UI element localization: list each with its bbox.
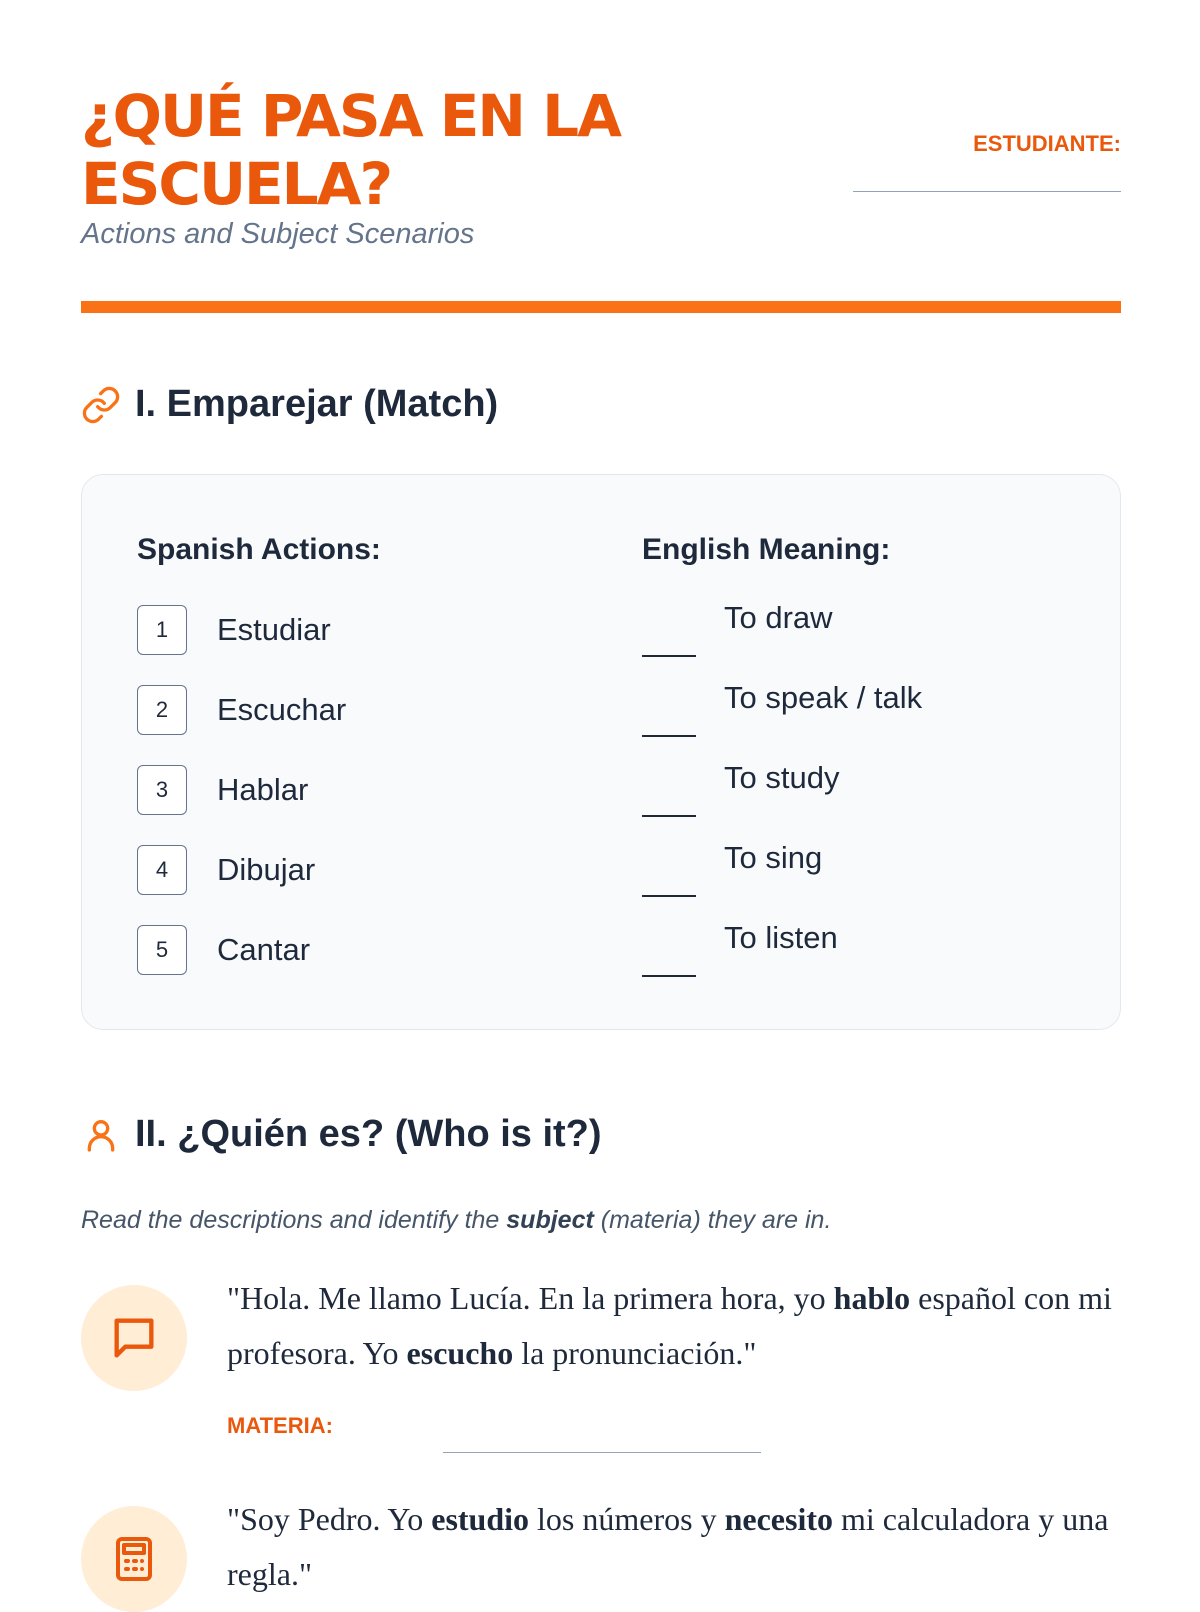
item-number: 5 — [137, 925, 187, 975]
spanish-item — [137, 683, 346, 737]
chat-bubble-icon — [108, 1312, 160, 1364]
spanish-word: Dibujar — [217, 852, 316, 887]
instructions-emphasis: subject — [506, 1206, 594, 1234]
item-number: 4 — [137, 845, 187, 895]
spanish-word: Escuchar — [217, 692, 347, 727]
spanish-item — [137, 603, 331, 657]
spanish-word: Cantar — [217, 932, 311, 967]
english-item — [642, 760, 840, 817]
spanish-word: Hablar — [217, 772, 309, 807]
materia-answer-field[interactable] — [443, 1452, 761, 1453]
student-label: ESTUDIANTE: — [973, 131, 1121, 156]
worksheet-page — [81, 0, 1121, 1592]
english-item — [642, 680, 923, 737]
spanish-item — [137, 763, 308, 817]
materia-label: MATERIA: — [227, 1413, 333, 1438]
english-meaning: To speak / talk — [724, 680, 923, 715]
english-meaning: To sing — [724, 840, 823, 875]
page-title: ¿QUÉ PASA EN LA ESCUELA? — [81, 82, 620, 218]
quote-text: "Soy Pedro. Yo — [227, 1501, 432, 1537]
quote-text: los números y — [529, 1501, 725, 1537]
english-meaning: To study — [724, 760, 840, 795]
spanish-item — [137, 923, 310, 977]
answer-blank[interactable] — [642, 923, 696, 977]
section-who-heading — [81, 1113, 602, 1156]
header-divider — [81, 301, 1121, 313]
section-instructions — [81, 1206, 831, 1235]
instructions-text: Read the descriptions and identify the — [81, 1206, 507, 1234]
quote-verb: estudio — [431, 1501, 530, 1537]
quote-text: "Hola. Me llamo Lucía. En la primera hora, yo — [227, 1280, 834, 1316]
english-meaning: To draw — [724, 600, 833, 635]
spanish-item — [137, 843, 315, 897]
page-subtitle: Actions and Subject Scenarios — [81, 218, 475, 250]
english-item — [642, 920, 838, 977]
english-column-header: English Meaning: — [642, 533, 891, 566]
answer-blank[interactable] — [642, 683, 696, 737]
scenario-icon-badge — [81, 1506, 187, 1612]
student-name-field[interactable] — [853, 191, 1121, 192]
spanish-column-header: Spanish Actions: — [137, 533, 381, 566]
answer-blank[interactable] — [642, 603, 696, 657]
quote-text: mi calculadora y una regla." — [227, 1501, 1109, 1592]
scenario-quote — [227, 1492, 1121, 1602]
quote-text: español con mi profesora. Yo — [227, 1280, 1112, 1371]
section-who-title: II. ¿Quién es? (Who is it?) — [135, 1113, 602, 1155]
scenario-icon-badge — [81, 1285, 187, 1391]
header — [81, 0, 1121, 320]
instructions-text: (materia) they are in. — [593, 1206, 832, 1234]
spanish-word: Estudiar — [217, 612, 331, 647]
item-number: 2 — [137, 685, 187, 735]
english-meaning: To listen — [724, 920, 838, 955]
match-card — [81, 474, 1121, 1030]
english-item — [642, 840, 823, 897]
item-number: 1 — [137, 605, 187, 655]
quote-verb: escucho — [406, 1335, 514, 1371]
item-number: 3 — [137, 765, 187, 815]
user-icon — [81, 1115, 121, 1155]
answer-blank[interactable] — [642, 763, 696, 817]
quote-verb: necesito — [724, 1501, 833, 1537]
quote-text: la pronunciación." — [513, 1335, 757, 1371]
answer-blank[interactable] — [642, 843, 696, 897]
link-icon — [81, 385, 121, 425]
scenario-quote — [227, 1271, 1121, 1381]
section-match-heading — [81, 383, 498, 426]
english-item — [642, 600, 833, 657]
quote-verb: hablo — [833, 1280, 911, 1316]
section-match-title: I. Emparejar (Match) — [135, 383, 499, 425]
calculator-icon — [110, 1535, 158, 1583]
